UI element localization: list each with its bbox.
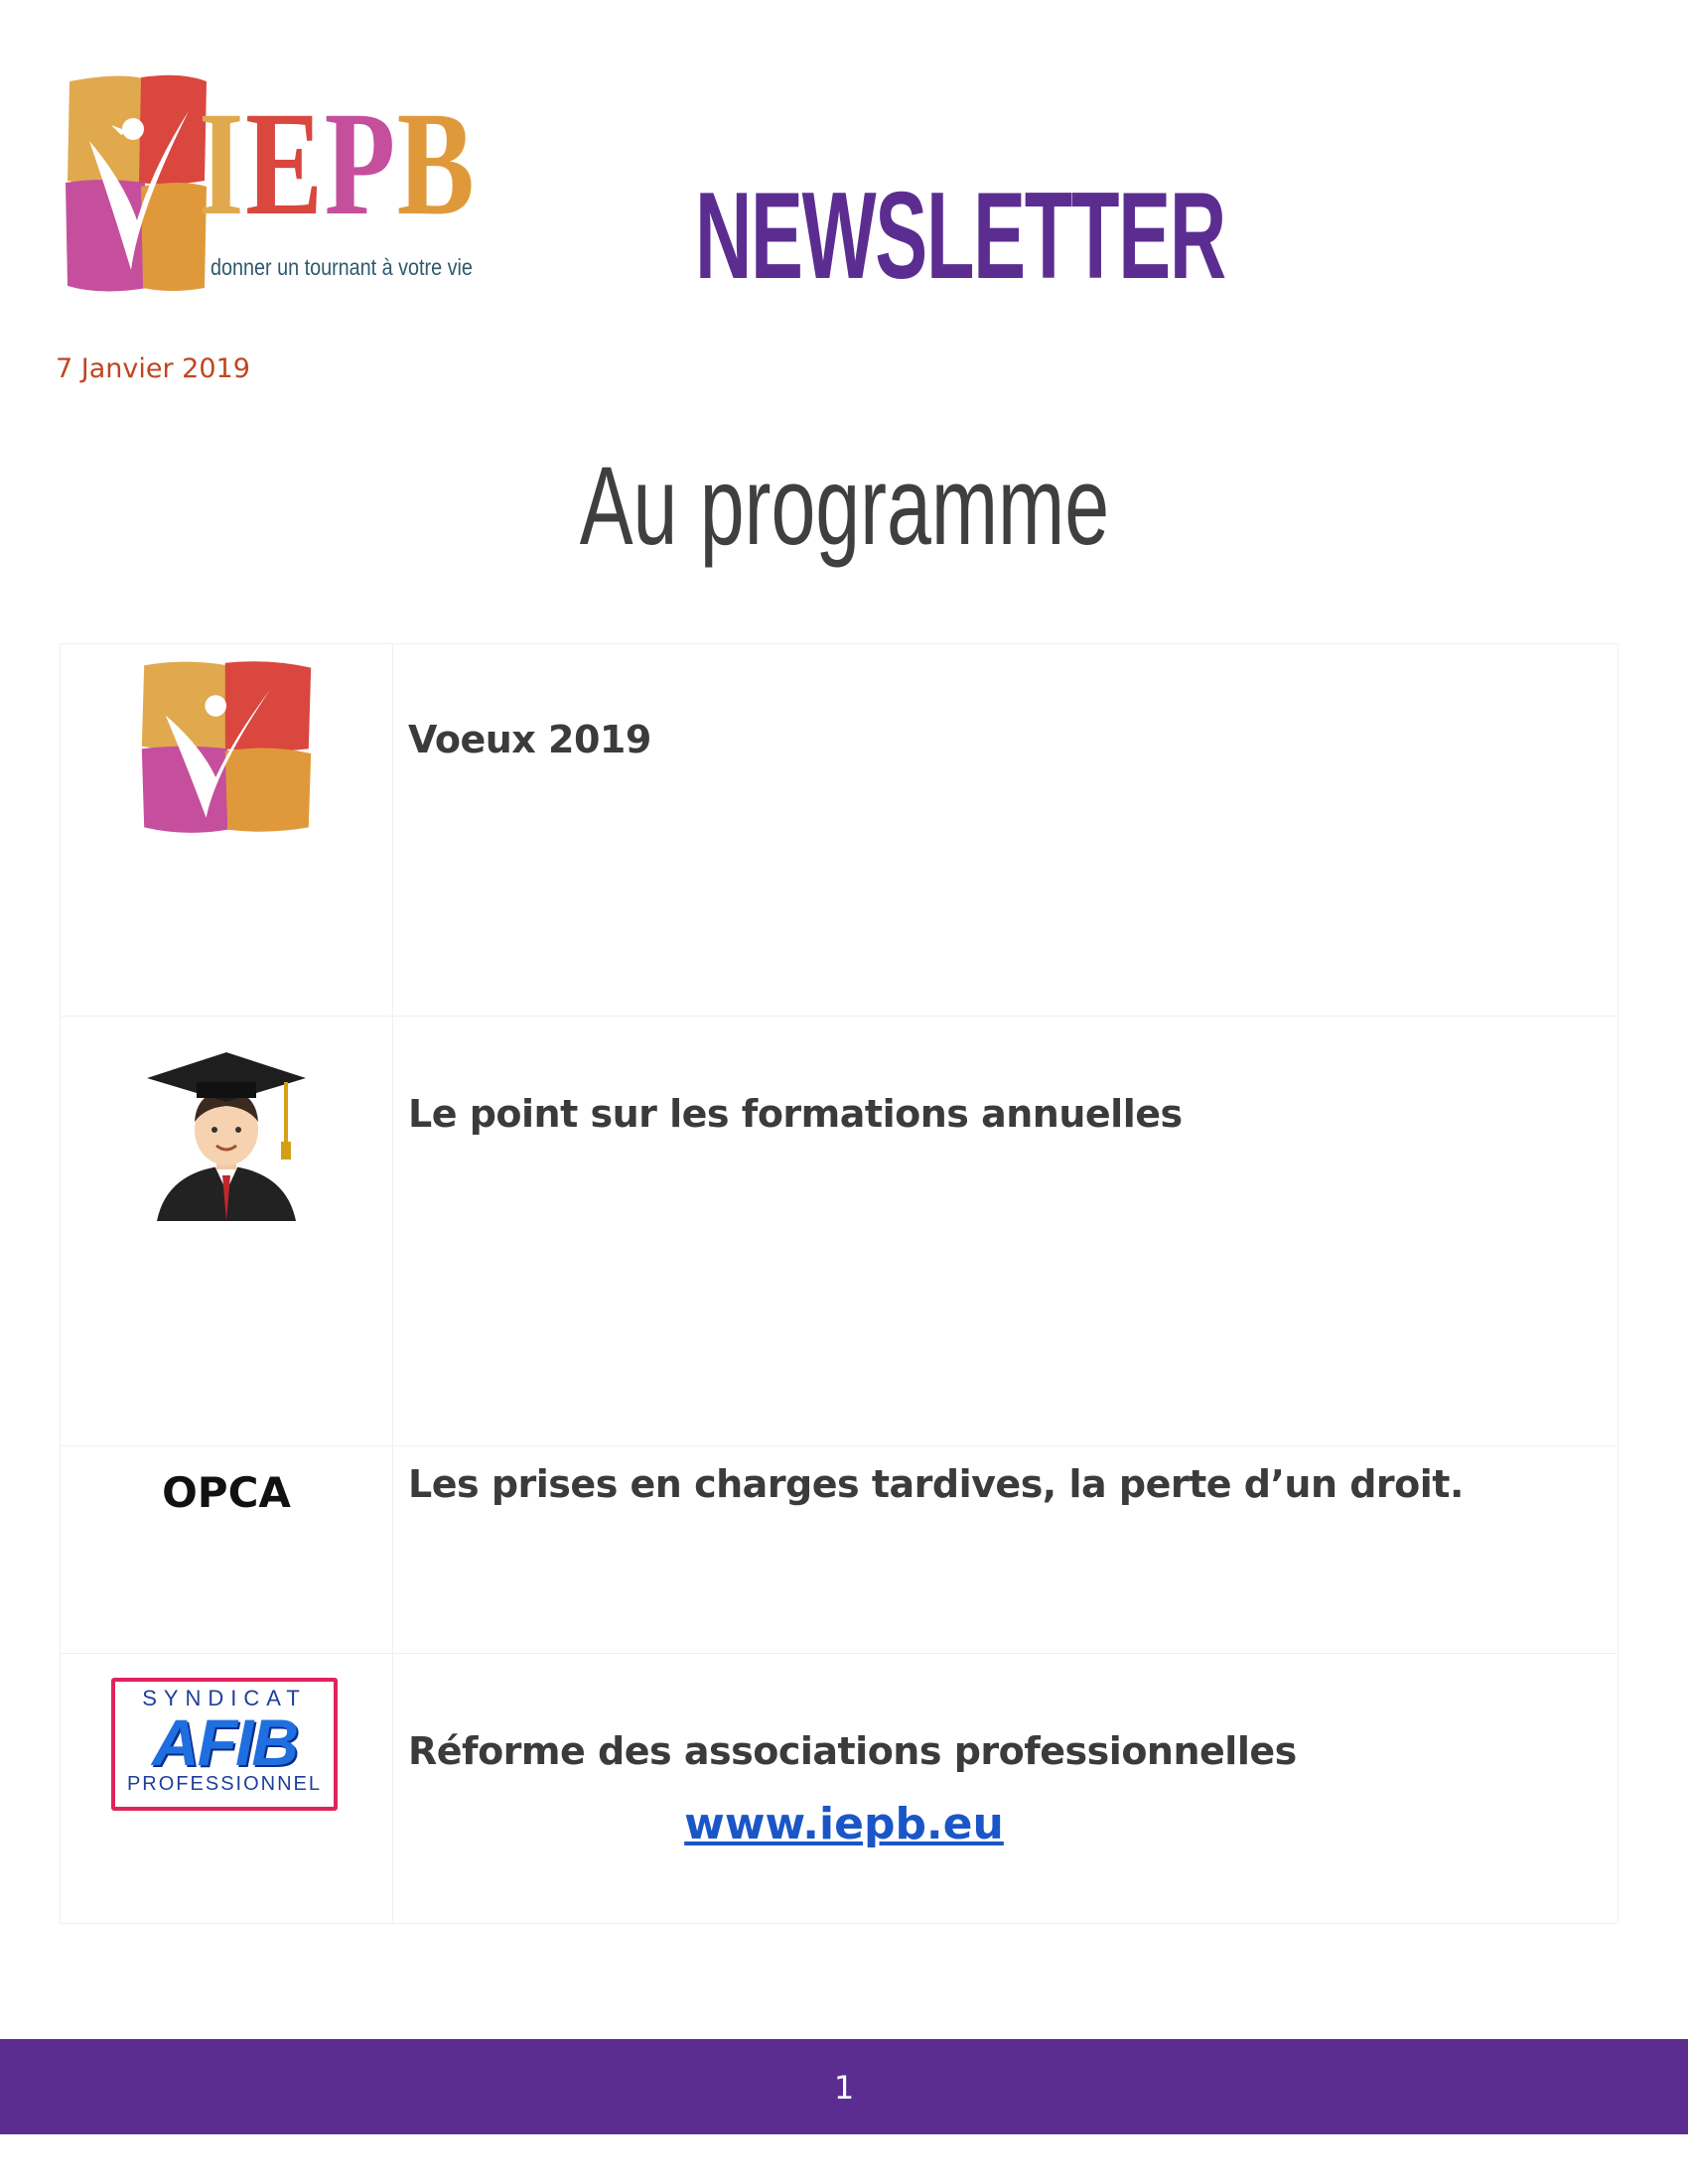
afib-main-text: AFIB bbox=[152, 1706, 297, 1779]
logo-letters bbox=[199, 81, 477, 246]
programme-icon-cell bbox=[61, 1446, 393, 1654]
programme-text: Réforme des associations professionnelles bbox=[393, 1654, 1618, 1924]
iepb-logo bbox=[62, 71, 498, 300]
logo-letter-b: B bbox=[396, 81, 477, 246]
programme-table bbox=[60, 643, 1618, 1924]
logo-letter-p: P bbox=[324, 81, 397, 246]
opca-label: OPCA bbox=[162, 1468, 291, 1517]
issue-date: 7 Janvier 2019 bbox=[56, 353, 250, 384]
afib-top-text: SYNDICAT bbox=[142, 1686, 307, 1710]
graduate-icon bbox=[137, 1042, 316, 1221]
programme-text: Le point sur les formations annuelles bbox=[393, 1017, 1618, 1446]
programme-text: Voeux 2019 bbox=[393, 644, 1618, 1017]
logo-letter-i: I bbox=[199, 81, 246, 246]
page-number: 1 bbox=[833, 2069, 855, 2107]
programme-icon-cell bbox=[61, 644, 393, 1017]
afib-bottom-text: PROFESSIONNEL bbox=[126, 1773, 323, 1795]
afib-logo-icon bbox=[111, 1678, 338, 1811]
footer-bar bbox=[0, 2039, 1688, 2134]
logo-tagline: donner un tournant à votre vie bbox=[211, 254, 473, 280]
programme-text: Les prises en charges tardives, la perte d’un droit. bbox=[393, 1446, 1618, 1654]
section-title-text: Au programme bbox=[579, 444, 1109, 568]
iepb-logo-mark-icon bbox=[62, 71, 211, 295]
iepb-logo-icon bbox=[137, 658, 316, 837]
programme-row bbox=[61, 644, 1618, 1017]
programme-row bbox=[61, 1654, 1618, 1924]
programme-row bbox=[61, 1446, 1618, 1654]
logo-letter-e: E bbox=[245, 81, 325, 246]
website-link[interactable]: www.iepb.eu bbox=[684, 1799, 1004, 1849]
programme-icon-cell bbox=[61, 1654, 393, 1924]
programme-icon-cell bbox=[61, 1017, 393, 1446]
programme-row bbox=[61, 1017, 1618, 1446]
section-title bbox=[0, 442, 1688, 571]
newsletter-title: NEWSLETTER bbox=[695, 168, 1225, 305]
